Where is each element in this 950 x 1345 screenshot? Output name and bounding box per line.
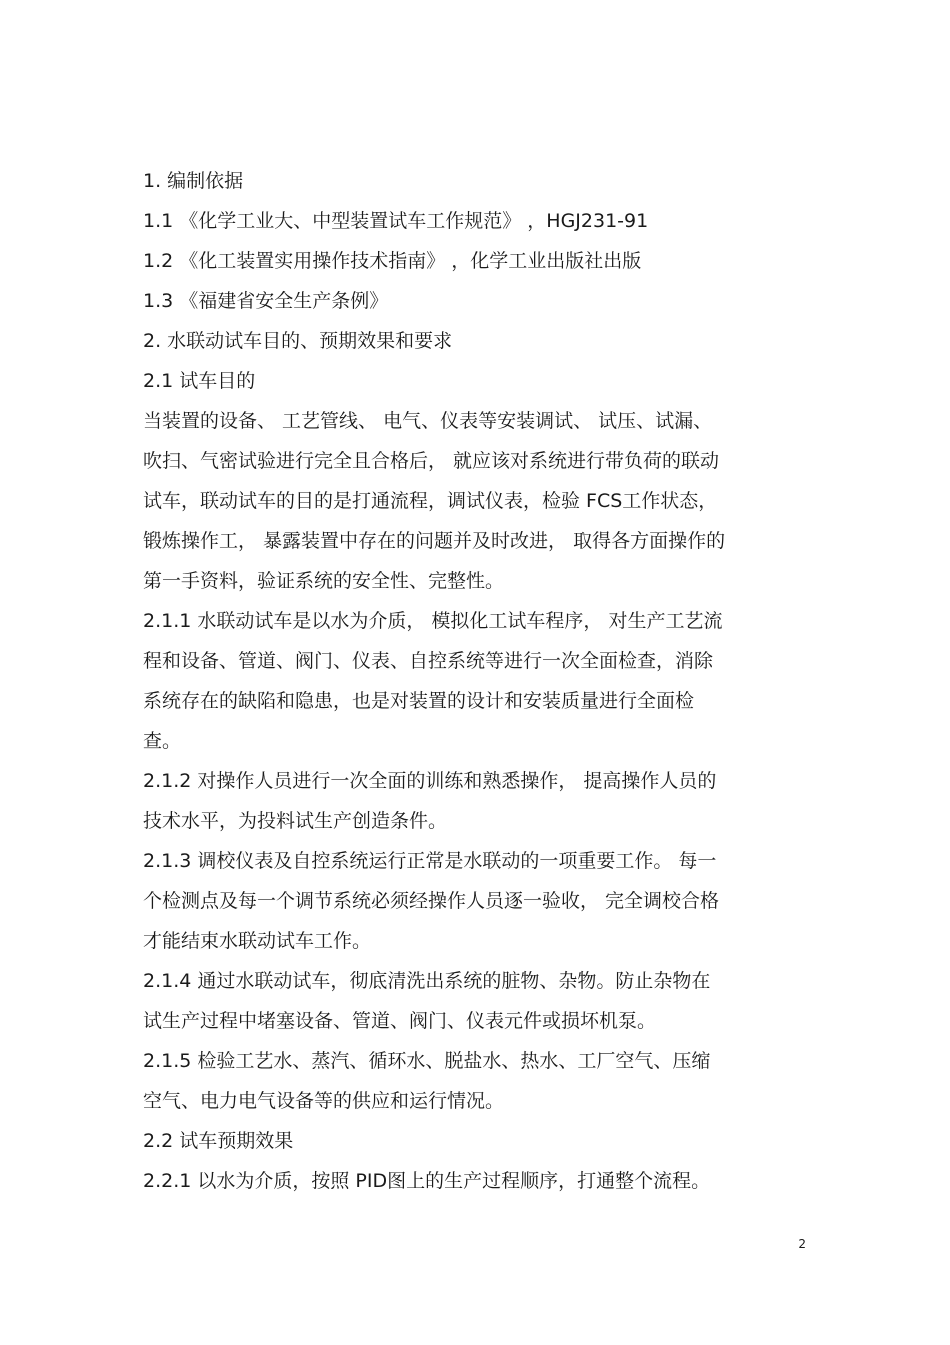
section-heading-1: 1. 编制依据 (143, 170, 244, 192)
paragraph-line: 查。 (143, 730, 182, 752)
item-2-1-1: 2.1.1 水联动试车是以水为介质， 模拟化工试车程序， 对生产工艺流 (143, 610, 723, 632)
paragraph-line: 第一手资料，验证系统的安全性、完整性。 (143, 570, 505, 592)
paragraph-line: 吹扫、气密试验进行完全且合格后， 就应该对系统进行带负荷的联动 (143, 450, 720, 472)
item-2-1-5: 2.1.5 检验工艺水、蒸汽、循环水、脱盐水、热水、工厂空气、压缩 (143, 1050, 711, 1072)
paragraph-line: 技术水平，为投料试生产创造条件。 (143, 810, 448, 832)
paragraph-line: 程和设备、管道、阀门、仪表、自控系统等进行一次全面检查，消除 (143, 650, 714, 672)
item-2-1-3: 2.1.3 调校仪表及自控系统运行正常是水联动的一项重要工作。 每一 (143, 850, 717, 872)
paragraph-line: 才能结束水联动试车工作。 (143, 930, 372, 952)
item-2-1-4: 2.1.4 通过水联动试车，彻底清洗出系统的脏物、杂物。防止杂物在 (143, 970, 711, 992)
paragraph-line: 当装置的设备、 工艺管线、 电气、仪表等安装调试、 试压、试漏、 (143, 410, 713, 432)
paragraph-line: 锻炼操作工， 暴露装置中存在的问题并及时改进， 取得各方面操作的 (143, 530, 726, 552)
subsection-heading-2-2: 2.2 试车预期效果 (143, 1130, 294, 1152)
paragraph-line: 空气、电力电气设备等的供应和运行情况。 (143, 1090, 505, 1112)
reference-1-3: 1.3 《福建省安全生产条例》 (143, 290, 389, 312)
section-heading-2: 2. 水联动试车目的、预期效果和要求 (143, 330, 453, 352)
subsection-heading-2-1: 2.1 试车目的 (143, 370, 256, 392)
item-2-2-1: 2.2.1 以水为介质，按照 PID图上的生产过程顺序，打通整个流程。 (143, 1170, 711, 1192)
paragraph-line: 试生产过程中堵塞设备、管道、阀门、仪表元件或损坏机泵。 (143, 1010, 657, 1032)
item-2-1-2: 2.1.2 对操作人员进行一次全面的训练和熟悉操作， 提高操作人员的 (143, 770, 717, 792)
page-number: 2 (798, 1237, 806, 1251)
paragraph-line: 系统存在的缺陷和隐患，也是对装置的设计和安装质量进行全面检 (143, 690, 695, 712)
reference-1-2: 1.2 《化工装置实用操作技术指南》 ，化学工业出版社出版 (143, 250, 642, 272)
paragraph-line: 个检测点及每一个调节系统必须经操作人员逐一验收， 完全调校合格 (143, 890, 720, 912)
reference-1-1: 1.1 《化学工业大、中型装置试车工作规范》 ，HGJ231-91 (143, 210, 649, 232)
paragraph-line: 试车，联动试车的目的是打通流程，调试仪表，检验 FCS工作状态， (143, 490, 718, 512)
